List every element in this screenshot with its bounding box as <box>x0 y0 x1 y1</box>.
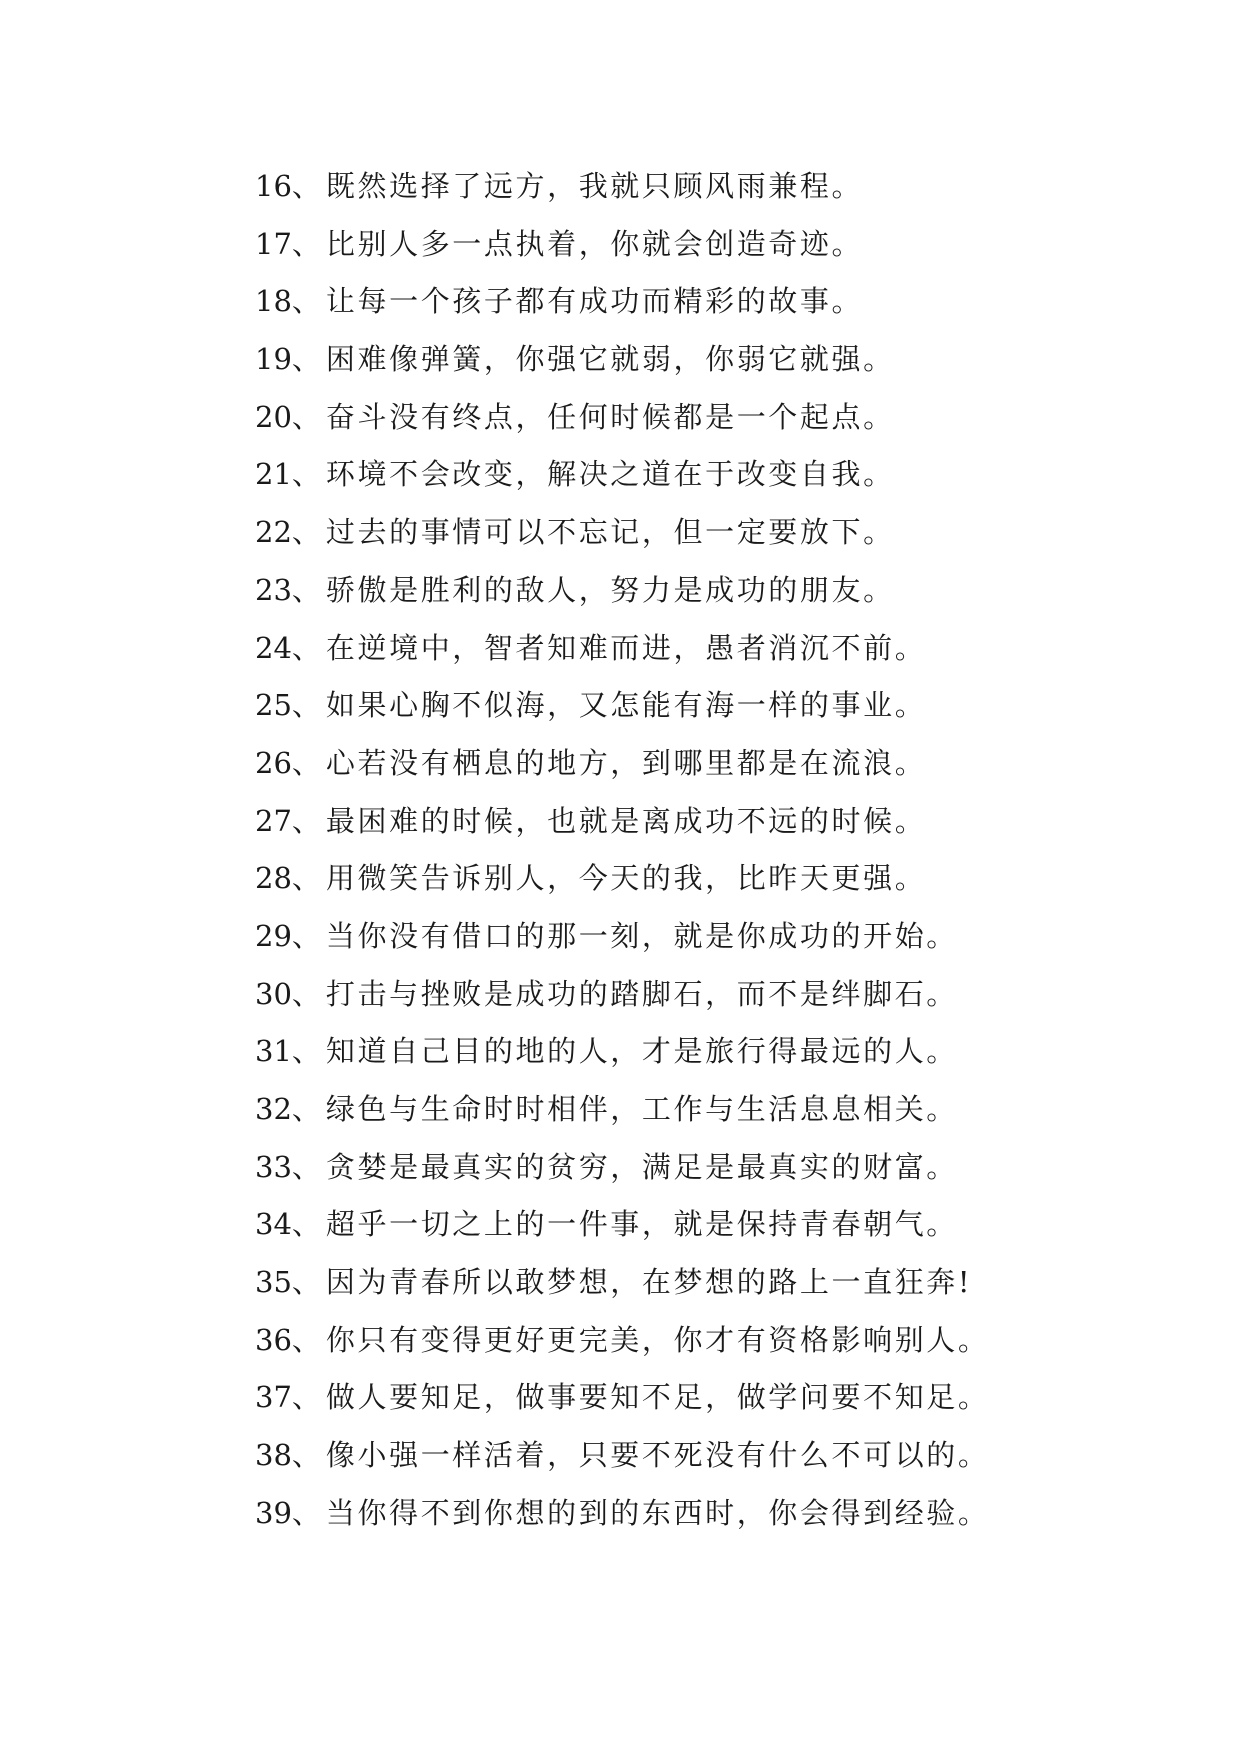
item-number: 39 <box>255 1495 292 1530</box>
item-text: 让每一个孩子都有成功而精彩的故事。 <box>325 284 864 319</box>
item-separator: 、 <box>291 1034 324 1069</box>
list-item <box>255 966 1215 1024</box>
item-text: 如果心胸不似海，又怎能有海一样的事业。 <box>325 688 927 723</box>
item-separator: 、 <box>291 861 324 896</box>
item-text: 当你得不到你想的到的东西时，你会得到经验。 <box>325 1495 990 1530</box>
list-item <box>255 331 1215 389</box>
quote-list <box>255 158 1215 1543</box>
item-text: 绿色与生命时时相伴，工作与生活息息相关。 <box>325 1092 958 1126</box>
item-number: 21 <box>255 457 292 492</box>
item-separator: 、 <box>291 169 324 203</box>
list-item <box>255 216 1215 274</box>
item-text: 做人要知足，做事要知不足，做学问要不知足。 <box>325 1380 990 1415</box>
item-separator: 、 <box>291 1092 324 1126</box>
item-number: 31 <box>255 1034 292 1069</box>
item-separator: 、 <box>291 457 324 492</box>
item-number: 36 <box>255 1322 292 1357</box>
item-text: 比别人多一点执着，你就会创造奇迹。 <box>325 226 864 261</box>
item-text: 贪婪是最真实的贫穷，满足是最真实的财富。 <box>325 1149 958 1184</box>
item-text: 你只有变得更好更完美，你才有资格影响别人。 <box>325 1322 990 1357</box>
item-text: 知道自己目的地的人，才是旅行得最远的人。 <box>325 1034 958 1069</box>
item-text: 过去的事情可以不忘记，但一定要放下。 <box>325 515 895 550</box>
list-item <box>255 620 1215 678</box>
item-separator: 、 <box>291 976 324 1011</box>
item-text: 在逆境中，智者知难而进，愚者消沉不前。 <box>325 630 927 665</box>
list-item <box>255 504 1215 562</box>
item-number: 26 <box>255 745 292 780</box>
item-number: 34 <box>255 1207 292 1242</box>
item-separator: 、 <box>291 1265 324 1300</box>
list-item <box>255 735 1215 793</box>
item-text: 环境不会改变，解决之道在于改变自我。 <box>325 457 895 492</box>
item-separator: 、 <box>291 1207 324 1242</box>
item-separator: 、 <box>291 515 324 550</box>
list-item <box>255 850 1215 908</box>
item-text: 最困难的时候，也就是离成功不远的时候。 <box>325 803 927 838</box>
item-text: 当你没有借口的那一刻，就是你成功的开始。 <box>325 918 958 953</box>
item-number: 18 <box>255 284 292 319</box>
item-number: 17 <box>255 226 292 261</box>
item-text: 因为青春所以敢梦想，在梦想的路上一直狂奔! <box>325 1265 973 1300</box>
item-number: 20 <box>255 399 292 434</box>
item-number: 25 <box>255 688 292 723</box>
item-separator: 、 <box>291 399 324 434</box>
item-separator: 、 <box>291 1322 324 1357</box>
list-item <box>255 1369 1215 1427</box>
item-text: 心若没有栖息的地方，到哪里都是在流浪。 <box>325 745 927 780</box>
list-item <box>255 1081 1215 1139</box>
item-text: 超乎一切之上的一件事，就是保持青春朝气。 <box>325 1207 958 1242</box>
item-number: 30 <box>255 976 292 1011</box>
item-separator: 、 <box>291 284 324 319</box>
list-item <box>255 1485 1215 1543</box>
item-text: 打击与挫败是成功的踏脚石，而不是绊脚石。 <box>325 976 958 1011</box>
item-number: 33 <box>255 1149 292 1184</box>
item-number: 32 <box>255 1092 292 1126</box>
item-number: 16 <box>255 169 292 203</box>
item-number: 27 <box>255 803 292 838</box>
item-separator: 、 <box>291 688 324 723</box>
list-item <box>255 1023 1215 1081</box>
list-item <box>255 562 1215 620</box>
item-number: 28 <box>255 861 292 896</box>
item-separator: 、 <box>291 226 324 261</box>
item-separator: 、 <box>291 745 324 780</box>
item-text: 奋斗没有终点，任何时候都是一个起点。 <box>325 399 895 434</box>
item-text: 既然选择了远方，我就只顾风雨兼程。 <box>325 169 864 203</box>
item-separator: 、 <box>291 630 324 665</box>
list-item <box>255 1196 1215 1254</box>
item-text: 像小强一样活着，只要不死没有什么不可以的。 <box>325 1438 990 1473</box>
list-item <box>255 677 1215 735</box>
list-item <box>255 446 1215 504</box>
item-text: 用微笑告诉别人，今天的我，比昨天更强。 <box>325 861 927 896</box>
list-item <box>255 1427 1215 1485</box>
item-number: 35 <box>255 1265 292 1300</box>
list-item <box>255 1139 1215 1197</box>
item-number: 23 <box>255 572 292 607</box>
item-number: 19 <box>255 342 292 377</box>
list-item <box>255 1312 1215 1370</box>
item-text: 骄傲是胜利的敌人，努力是成功的朋友。 <box>325 572 895 607</box>
list-item <box>255 1254 1215 1312</box>
list-item <box>255 389 1215 447</box>
item-number: 24 <box>255 630 292 665</box>
item-separator: 、 <box>291 1149 324 1184</box>
item-separator: 、 <box>291 342 324 377</box>
item-text: 困难像弹簧，你强它就弱，你弱它就强。 <box>325 342 895 377</box>
item-separator: 、 <box>291 918 324 953</box>
item-number: 22 <box>255 515 292 550</box>
item-separator: 、 <box>291 803 324 838</box>
item-number: 37 <box>255 1380 292 1415</box>
item-separator: 、 <box>291 1438 324 1473</box>
list-item <box>255 908 1215 966</box>
item-separator: 、 <box>291 1380 324 1415</box>
list-item <box>255 793 1215 851</box>
list-item <box>255 273 1215 331</box>
list-item <box>255 158 1215 216</box>
item-separator: 、 <box>291 572 324 607</box>
item-number: 38 <box>255 1438 292 1473</box>
item-separator: 、 <box>291 1495 324 1530</box>
item-number: 29 <box>255 918 292 953</box>
